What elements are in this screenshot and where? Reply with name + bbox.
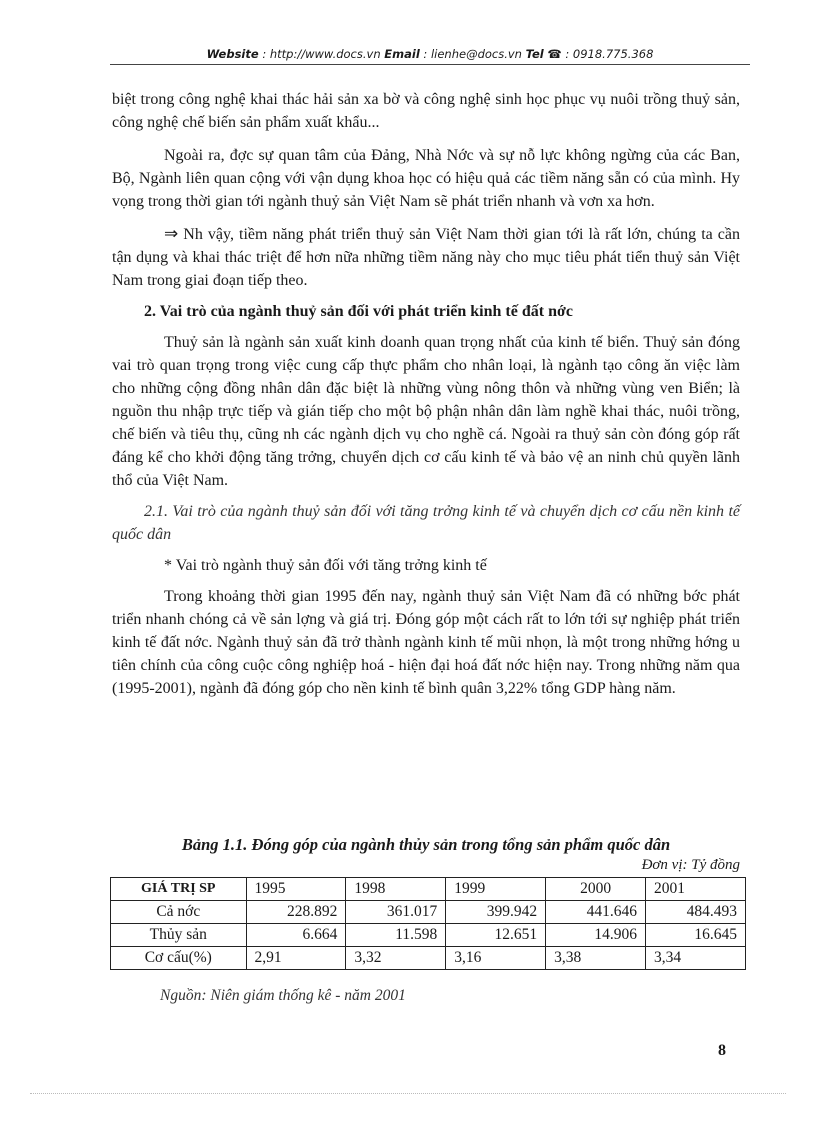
table-cell: 6.664: [246, 924, 346, 947]
header-cell: 2001: [646, 878, 746, 901]
row-label: Cơ cấu(%): [111, 947, 247, 970]
paragraph-2: Ngoài ra, đợc sự quan tâm của Đảng, Nhà Nớc và sự nỗ lực không ngừng của các Ban, Bộ, Ngành liên quan cộng với vận dụng khoa học có hiệu quả các tiềm năng sẵn có của mình. Hy vọng trong thời gian tới ngành thuỷ sản Việt Nam sẽ phát triển nhanh và vơn xa hơn.: [112, 147, 740, 210]
page-header: [110, 47, 750, 61]
paragraph-3: [112, 223, 740, 292]
table-header-row: [111, 878, 746, 901]
header-cell: 2000: [546, 878, 646, 901]
table-cell: 3,16: [446, 947, 546, 970]
website-label: Website: [206, 47, 259, 61]
bullet-heading: * Vai trò ngành thuỷ sản đối với tăng trởng kinh tế: [164, 557, 487, 574]
table-cell: 399.942: [446, 901, 546, 924]
page-number: 8: [718, 1042, 726, 1059]
page-bottom-divider: [30, 1093, 786, 1094]
table-cell: 228.892: [246, 901, 346, 924]
row-label: Thủy sản: [111, 924, 247, 947]
table-title: Bảng 1.1. Đóng góp của ngành thủy sản trong tổng sản phẩm quốc dân: [181, 835, 671, 854]
subsection-heading-2-1: 2.1. Vai trò của ngành thuỷ sản đối với tăng trởng kinh tế và chuyển dịch cơ cấu nền kinh tế quốc dân: [112, 503, 740, 543]
header-divider: [110, 64, 750, 65]
table-cell: 11.598: [346, 924, 446, 947]
table-cell: 441.646: [546, 901, 646, 924]
table-unit: Đơn vị: Tỷ đồng: [641, 857, 740, 873]
paragraph-1: biệt trong công nghệ khai thác hải sản xa bờ và công nghệ sinh học phục vụ nuôi trồng thuỷ sản, công nghệ chế biến sản phẩm xuất khẩu...: [112, 91, 740, 131]
table-cell: 2,91: [246, 947, 346, 970]
table-cell: 484.493: [646, 901, 746, 924]
contribution-table: [110, 877, 746, 970]
implies-arrow-icon: ⇒: [164, 224, 179, 244]
body-text: [112, 88, 740, 700]
paragraph-4: Thuỷ sản là ngành sản xuất kinh doanh quan trọng nhất của kinh tế biển. Thuỷ sản đóng vai trò quan trọng trong việc cung cấp thực phẩm cho nhân loại, là ngành tạo công ăn việc làm cho những cộng đồng nhân dân đặc biệt là những vùng nông thôn và những vùng ven Biển; là nguồn thu nhập trực tiếp và gián tiếp cho một bộ phận nhân dân làm nghề khai thác, nuôi trồng, chế biến và tiêu thụ, cũng nh các ngành dịch vụ cho nghề cá. Ngoài ra thuỷ sản còn đóng góp rất đáng kể cho khởi động tăng trởng, chuyển dịch cơ cấu kinh tế và bảo vệ an ninh chủ quyền lãnh thổ của Việt Nam.: [112, 334, 740, 489]
section-heading-2: 2. Vai trò của ngành thuỷ sản đối với phát triển kinh tế đất nớc: [144, 303, 573, 320]
row-label: Cả nớc: [111, 901, 247, 924]
header-cell: 1995: [246, 878, 346, 901]
table-cell: 3,34: [646, 947, 746, 970]
header-cell: 1998: [346, 878, 446, 901]
email-value[interactable]: : lienhe@docs.vn: [423, 47, 522, 61]
table-cell: 3,38: [546, 947, 646, 970]
table-cell: 361.017: [346, 901, 446, 924]
table-row: [111, 947, 746, 970]
tel-value: ☎ : 0918.775.368: [547, 47, 654, 61]
table-row: [111, 901, 746, 924]
header-cell: 1999: [446, 878, 546, 901]
table-cell: 14.906: [546, 924, 646, 947]
table-cell: 12.651: [446, 924, 546, 947]
table-cell: 3,32: [346, 947, 446, 970]
paragraph-5: Trong khoảng thời gian 1995 đến nay, ngành thuỷ sản Việt Nam đã có những bớc phát triển nhanh chóng cả về sản lợng và giá trị. Đóng góp một cách rất to lớn tới sự nghiệp phát triển kinh tế đất nớc. Ngành thuỷ sản đã trở thành ngành kinh tế mũi nhọn, là một trong những hớng u tiên chính của công cuộc công nghiệp hoá - hiện đại hoá đất nớc hiện nay. Trong những năm qua (1995-2001), ngành đã đóng góp cho nền kinh tế bình quân 3,22% tổng GDP hàng năm.: [112, 588, 740, 697]
website-value[interactable]: : http://www.docs.vn: [262, 47, 381, 61]
header-cell: GIÁ TRỊ SP: [111, 878, 247, 901]
email-label: Email: [384, 47, 420, 61]
table-source: Nguồn: Niên giám thống kê - năm 2001: [160, 987, 406, 1004]
table-cell: 16.645: [646, 924, 746, 947]
paragraph-3-text: Nh vậy, tiềm năng phát triển thuỷ sản Việt Nam thời gian tới là rất lớn, chúng ta cần tận dụng và khai thác triệt để hơn nữa những tiềm năng này cho mục tiêu phát tiển thuỷ sản Việt Nam trong giai đoạn tiếp theo.: [112, 226, 740, 289]
tel-label: Tel: [525, 47, 544, 61]
table-row: [111, 924, 746, 947]
